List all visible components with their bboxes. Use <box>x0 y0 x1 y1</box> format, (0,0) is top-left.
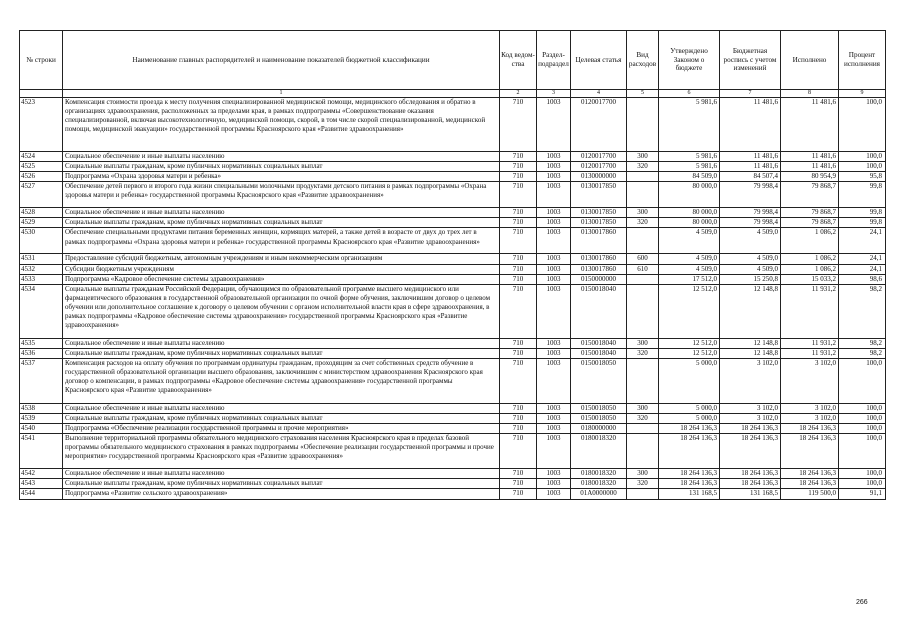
table-row <box>20 469 886 479</box>
section-code: 1003 <box>537 469 571 479</box>
row-name: Социальное обеспечение и иные выплаты населению <box>63 208 500 218</box>
expense-kind: 300 <box>627 403 659 413</box>
section-code: 1003 <box>537 228 571 254</box>
department-code: 710 <box>500 152 537 162</box>
execution-percent: 98,2 <box>839 284 886 338</box>
table-row <box>20 98 886 152</box>
budget-amount: 131 168,5 <box>720 489 781 499</box>
execution-percent: 100,0 <box>839 469 886 479</box>
expense-kind: 320 <box>627 479 659 489</box>
expense-kind: 320 <box>627 414 659 424</box>
target-article: 0130017850 <box>571 182 627 208</box>
approved-amount: 5 000,0 <box>659 403 720 413</box>
department-code: 710 <box>500 208 537 218</box>
row-number: 4544 <box>20 489 63 499</box>
row-number: 4535 <box>20 338 63 348</box>
row-name: Социальные выплаты гражданам Российской Федерации, обучающимся по образовательной программе высшего медицинского или фармацевтического образования в государственной образовательной организации по очной форме обучения, заключившим договор о целевом обучении или дополнительное соглашение к договору о целевом обучении с органом исполнительной власти края в сфере здравоохранения, в рамках подпрограммы «Кадровое обеспечение системы здравоохранения» государственной программы Красноярского края «Развитие здравоохранения» <box>63 284 500 338</box>
target-article: 0180018320 <box>571 434 627 469</box>
expense-kind <box>627 172 659 182</box>
department-code: 710 <box>500 348 537 358</box>
approved-amount: 18 264 136,3 <box>659 424 720 434</box>
budget-amount: 3 102,0 <box>720 358 781 403</box>
target-article: 0150018040 <box>571 348 627 358</box>
target-article: 0150018050 <box>571 403 627 413</box>
target-article: 0150018050 <box>571 358 627 403</box>
target-article: 0120017700 <box>571 162 627 172</box>
approved-amount: 5 000,0 <box>659 358 720 403</box>
row-name: Социальное обеспечение и иные выплаты населению <box>63 403 500 413</box>
table-row <box>20 403 886 413</box>
expense-kind <box>627 98 659 152</box>
executed-amount: 3 102,0 <box>781 358 839 403</box>
row-number: 4524 <box>20 152 63 162</box>
executed-amount: 79 868,7 <box>781 208 839 218</box>
expense-kind: 300 <box>627 469 659 479</box>
target-article: 0130017850 <box>571 218 627 228</box>
row-number: 4537 <box>20 358 63 403</box>
target-article: 0130017860 <box>571 254 627 264</box>
budget-amount: 4 509,0 <box>720 264 781 274</box>
execution-percent: 24,1 <box>839 254 886 264</box>
expense-kind: 300 <box>627 152 659 162</box>
executed-amount: 119 500,0 <box>781 489 839 499</box>
row-number: 4523 <box>20 98 63 152</box>
table-row <box>20 182 886 208</box>
section-code: 1003 <box>537 152 571 162</box>
approved-amount: 4 509,0 <box>659 228 720 254</box>
executed-amount: 11 931,2 <box>781 348 839 358</box>
table-row <box>20 424 886 434</box>
target-article: 0150018040 <box>571 338 627 348</box>
row-name: Социальное обеспечение и иные выплаты населению <box>63 152 500 162</box>
executed-amount: 18 264 136,3 <box>781 479 839 489</box>
department-code: 710 <box>500 424 537 434</box>
approved-amount: 80 000,0 <box>659 218 720 228</box>
section-code: 1003 <box>537 414 571 424</box>
target-article: 0120017700 <box>571 152 627 162</box>
row-name: Подпрограмма «Охрана здоровья матери и ребенка» <box>63 172 500 182</box>
row-name: Компенсация расходов на оплату обучения по программам ординатуры гражданам, проходящим за счет собственных средств обучение в государственной образовательной организации высшего образования, заключившим с министерством здравоохранения Красноярского края договор о компенсации, в рамках подпрограммы «Кадровое обеспечение системы здравоохранения» государственной программы Красноярского края «Развитие здравоохранения» <box>63 358 500 403</box>
target-article: 0180018320 <box>571 469 627 479</box>
column-number: 9 <box>839 90 886 98</box>
expense-kind: 610 <box>627 264 659 274</box>
budget-amount: 11 481,6 <box>720 152 781 162</box>
target-article: 0130017860 <box>571 228 627 254</box>
approved-amount: 80 000,0 <box>659 208 720 218</box>
section-code: 1003 <box>537 274 571 284</box>
section-code: 1003 <box>537 358 571 403</box>
section-code: 1003 <box>537 338 571 348</box>
target-article: 0150018040 <box>571 284 627 338</box>
table-row <box>20 172 886 182</box>
target-article: 0130017860 <box>571 264 627 274</box>
table-row <box>20 254 886 264</box>
budget-amount: 79 998,4 <box>720 208 781 218</box>
execution-percent: 100,0 <box>839 479 886 489</box>
column-number: 6 <box>659 90 720 98</box>
table-row <box>20 162 886 172</box>
row-number: 4536 <box>20 348 63 358</box>
target-article: 0150000000 <box>571 274 627 284</box>
department-code: 710 <box>500 162 537 172</box>
expense-kind: 300 <box>627 338 659 348</box>
target-article: 0130000000 <box>571 172 627 182</box>
department-code: 710 <box>500 274 537 284</box>
header-budget: Бюджетная роспись с учетом изменений <box>720 31 781 90</box>
budget-amount: 3 102,0 <box>720 403 781 413</box>
executed-amount: 11 931,2 <box>781 338 839 348</box>
table-row <box>20 358 886 403</box>
approved-amount: 4 509,0 <box>659 264 720 274</box>
section-code: 1003 <box>537 479 571 489</box>
execution-percent: 98,2 <box>839 348 886 358</box>
budget-amount: 79 998,4 <box>720 218 781 228</box>
executed-amount: 79 868,7 <box>781 182 839 208</box>
execution-percent: 100,0 <box>839 414 886 424</box>
budget-amount: 84 507,4 <box>720 172 781 182</box>
row-number: 4541 <box>20 434 63 469</box>
expense-kind: 320 <box>627 162 659 172</box>
column-number <box>20 90 63 98</box>
row-name: Социальное обеспечение и иные выплаты населению <box>63 469 500 479</box>
department-code: 710 <box>500 414 537 424</box>
table-row <box>20 434 886 469</box>
execution-percent: 100,0 <box>839 403 886 413</box>
expense-kind <box>627 274 659 284</box>
section-code: 1003 <box>537 182 571 208</box>
budget-amount: 11 481,6 <box>720 98 781 152</box>
target-article: 0120017700 <box>571 98 627 152</box>
execution-percent: 99,8 <box>839 208 886 218</box>
table-row <box>20 274 886 284</box>
column-number: 4 <box>571 90 627 98</box>
table-row <box>20 489 886 499</box>
approved-amount: 4 509,0 <box>659 254 720 264</box>
budget-amount: 18 264 136,3 <box>720 424 781 434</box>
table-row <box>20 348 886 358</box>
execution-percent: 99,8 <box>839 182 886 208</box>
executed-amount: 11 931,2 <box>781 284 839 338</box>
column-number: 7 <box>720 90 781 98</box>
execution-percent: 91,1 <box>839 489 886 499</box>
executed-amount: 15 033,2 <box>781 274 839 284</box>
row-number: 4528 <box>20 208 63 218</box>
execution-percent: 99,8 <box>839 218 886 228</box>
section-code: 1003 <box>537 489 571 499</box>
executed-amount: 18 264 136,3 <box>781 424 839 434</box>
table-row <box>20 284 886 338</box>
column-number: 2 <box>500 90 537 98</box>
row-number: 4532 <box>20 264 63 274</box>
row-name: Социальные выплаты гражданам, кроме публичных нормативных социальных выплат <box>63 348 500 358</box>
approved-amount: 18 264 136,3 <box>659 469 720 479</box>
budget-table-page <box>19 30 885 500</box>
execution-percent: 100,0 <box>839 434 886 469</box>
approved-amount: 12 512,0 <box>659 284 720 338</box>
department-code: 710 <box>500 469 537 479</box>
expense-kind: 320 <box>627 218 659 228</box>
row-name: Социальные выплаты гражданам, кроме публичных нормативных социальных выплат <box>63 218 500 228</box>
approved-amount: 5 981,6 <box>659 152 720 162</box>
column-number-row <box>20 90 886 98</box>
executed-amount: 11 481,6 <box>781 98 839 152</box>
row-number: 4533 <box>20 274 63 284</box>
header-percent: Процент исполнения <box>839 31 886 90</box>
row-name: Социальные выплаты гражданам, кроме публичных нормативных социальных выплат <box>63 414 500 424</box>
row-name: Субсидии бюджетным учреждениям <box>63 264 500 274</box>
executed-amount: 3 102,0 <box>781 403 839 413</box>
header-approved: Утверждено Законом о бюджете <box>659 31 720 90</box>
expense-kind <box>627 434 659 469</box>
table-row <box>20 414 886 424</box>
expense-kind: 600 <box>627 254 659 264</box>
expense-kind: 320 <box>627 348 659 358</box>
section-code: 1003 <box>537 218 571 228</box>
approved-amount: 12 512,0 <box>659 348 720 358</box>
budget-amount: 79 998,4 <box>720 182 781 208</box>
row-name: Социальные выплаты гражданам, кроме публичных нормативных социальных выплат <box>63 479 500 489</box>
budget-amount: 18 264 136,3 <box>720 434 781 469</box>
row-name: Выполнение территориальной программы обязательного медицинского страхования населения Красноярского края в пределах базовой программы обязательного медицинского страхования в рамках подпрограммы «Обеспечение реализации государственной программы и прочие мероприятия» государственной программы Красноярского края «Развитие здравоохранения» <box>63 434 500 469</box>
department-code: 710 <box>500 338 537 348</box>
section-code: 1003 <box>537 254 571 264</box>
approved-amount: 5 981,6 <box>659 162 720 172</box>
header-target-article: Целевая статья <box>571 31 627 90</box>
table-row <box>20 208 886 218</box>
budget-amount: 18 264 136,3 <box>720 469 781 479</box>
executed-amount: 3 102,0 <box>781 414 839 424</box>
executed-amount: 1 086,2 <box>781 228 839 254</box>
column-number: 1 <box>63 90 500 98</box>
department-code: 710 <box>500 358 537 403</box>
target-article: 0180018320 <box>571 479 627 489</box>
section-code: 1003 <box>537 348 571 358</box>
execution-percent: 24,1 <box>839 228 886 254</box>
department-code: 710 <box>500 254 537 264</box>
department-code: 710 <box>500 264 537 274</box>
row-number: 4538 <box>20 403 63 413</box>
row-number: 4543 <box>20 479 63 489</box>
approved-amount: 18 264 136,3 <box>659 434 720 469</box>
execution-percent: 98,6 <box>839 274 886 284</box>
budget-amount: 12 148,8 <box>720 348 781 358</box>
executed-amount: 80 954,9 <box>781 172 839 182</box>
department-code: 710 <box>500 479 537 489</box>
header-row-number: № строки <box>20 31 63 90</box>
executed-amount: 11 481,6 <box>781 162 839 172</box>
table-row <box>20 479 886 489</box>
column-number: 8 <box>781 90 839 98</box>
header-executed: Исполнено <box>781 31 839 90</box>
execution-percent: 100,0 <box>839 152 886 162</box>
column-number: 5 <box>627 90 659 98</box>
executed-amount: 18 264 136,3 <box>781 434 839 469</box>
row-name: Социальное обеспечение и иные выплаты населению <box>63 338 500 348</box>
expense-kind <box>627 284 659 338</box>
budget-amount: 4 509,0 <box>720 228 781 254</box>
department-code: 710 <box>500 98 537 152</box>
department-code: 710 <box>500 218 537 228</box>
row-number: 4534 <box>20 284 63 338</box>
execution-percent: 95,8 <box>839 172 886 182</box>
section-code: 1003 <box>537 284 571 338</box>
budget-amount: 18 264 136,3 <box>720 479 781 489</box>
department-code: 710 <box>500 489 537 499</box>
header-department-code: Код ведом-ства <box>500 31 537 90</box>
approved-amount: 131 168,5 <box>659 489 720 499</box>
row-number: 4529 <box>20 218 63 228</box>
row-name: Обеспечение детей первого и второго года жизни специальными молочными продуктами детского питания в рамках подпрограммы «Охрана здоровья матери и ребенка» государственной программы Красноярского края «Развитие здравоохранения» <box>63 182 500 208</box>
table-row <box>20 264 886 274</box>
section-code: 1003 <box>537 172 571 182</box>
target-article: 0150018050 <box>571 414 627 424</box>
approved-amount: 17 512,0 <box>659 274 720 284</box>
approved-amount: 12 512,0 <box>659 338 720 348</box>
table-body <box>20 98 886 500</box>
expense-kind: 300 <box>627 208 659 218</box>
row-name: Подпрограмма «Обеспечение реализации государственной программы и прочие мероприятия» <box>63 424 500 434</box>
section-code: 1003 <box>537 403 571 413</box>
target-article: 0180000000 <box>571 424 627 434</box>
page-number: 266 <box>856 599 868 606</box>
approved-amount: 5 981,6 <box>659 98 720 152</box>
section-code: 1003 <box>537 424 571 434</box>
section-code: 1003 <box>537 162 571 172</box>
approved-amount: 84 509,0 <box>659 172 720 182</box>
budget-execution-table <box>19 30 886 500</box>
department-code: 710 <box>500 182 537 208</box>
department-code: 710 <box>500 228 537 254</box>
row-number: 4531 <box>20 254 63 264</box>
table-row <box>20 228 886 254</box>
target-article: 0130017850 <box>571 208 627 218</box>
header-row <box>20 31 886 90</box>
section-code: 1003 <box>537 98 571 152</box>
executed-amount: 11 481,6 <box>781 152 839 162</box>
execution-percent: 100,0 <box>839 98 886 152</box>
row-number: 4530 <box>20 228 63 254</box>
row-name: Подпрограмма «Развитие сельского здравоохранения» <box>63 489 500 499</box>
execution-percent: 24,1 <box>839 264 886 274</box>
header-name: Наименование главных распорядителей и наименование показателей бюджетной классификации <box>63 31 500 90</box>
executed-amount: 18 264 136,3 <box>781 469 839 479</box>
approved-amount: 5 000,0 <box>659 414 720 424</box>
department-code: 710 <box>500 284 537 338</box>
budget-amount: 11 481,6 <box>720 162 781 172</box>
budget-amount: 15 250,8 <box>720 274 781 284</box>
expense-kind <box>627 358 659 403</box>
row-number: 4542 <box>20 469 63 479</box>
expense-kind <box>627 182 659 208</box>
row-name: Предоставление субсидий бюджетным, автономным учреждениям и иным некоммерческим организациям <box>63 254 500 264</box>
target-article: 01А0000000 <box>571 489 627 499</box>
table-row <box>20 152 886 162</box>
department-code: 710 <box>500 434 537 469</box>
table-row <box>20 218 886 228</box>
row-number: 4525 <box>20 162 63 172</box>
row-name: Компенсация стоимости проезда к месту получения специализированной медицинской помощи, медицинского обследования и обратно в организациях здравоохранения, расположенных за пределами края, в рамках подпрограммы «Совершенствование оказания специализированной, включая высокотехнологичную, медицинской помощи, скорой, в том числе скорой специализированной, медицинской помощи, медицинской эвакуации» государственной программы Красноярского края «Развитие здравоохранения» <box>63 98 500 152</box>
expense-kind <box>627 424 659 434</box>
budget-amount: 4 509,0 <box>720 254 781 264</box>
header-expense-kind: Вид расходов <box>627 31 659 90</box>
department-code: 710 <box>500 172 537 182</box>
row-name: Социальные выплаты гражданам, кроме публичных нормативных социальных выплат <box>63 162 500 172</box>
approved-amount: 80 000,0 <box>659 182 720 208</box>
expense-kind <box>627 228 659 254</box>
budget-amount: 3 102,0 <box>720 414 781 424</box>
execution-percent: 100,0 <box>839 162 886 172</box>
budget-amount: 12 148,8 <box>720 284 781 338</box>
row-number: 4526 <box>20 172 63 182</box>
execution-percent: 100,0 <box>839 424 886 434</box>
executed-amount: 1 086,2 <box>781 264 839 274</box>
row-number: 4539 <box>20 414 63 424</box>
execution-percent: 98,2 <box>839 338 886 348</box>
header-section: Раздел-подраздел <box>537 31 571 90</box>
section-code: 1003 <box>537 264 571 274</box>
row-name: Обеспечение специальными продуктами питания беременных женщин, кормящих матерей, а также детей в возрасте от двух до трех лет в рамках подпрограммы «Охрана здоровья матери и ребенка» государственной программы Красноярского края «Развитие здравоохранения» <box>63 228 500 254</box>
row-number: 4540 <box>20 424 63 434</box>
department-code: 710 <box>500 403 537 413</box>
row-number: 4527 <box>20 182 63 208</box>
executed-amount: 1 086,2 <box>781 254 839 264</box>
table-row <box>20 338 886 348</box>
approved-amount: 18 264 136,3 <box>659 479 720 489</box>
row-name: Подпрограмма «Кадровое обеспечение системы здравоохранения» <box>63 274 500 284</box>
section-code: 1003 <box>537 434 571 469</box>
section-code: 1003 <box>537 208 571 218</box>
executed-amount: 79 868,7 <box>781 218 839 228</box>
column-number: 3 <box>537 90 571 98</box>
budget-amount: 12 148,8 <box>720 338 781 348</box>
execution-percent: 100,0 <box>839 358 886 403</box>
expense-kind <box>627 489 659 499</box>
